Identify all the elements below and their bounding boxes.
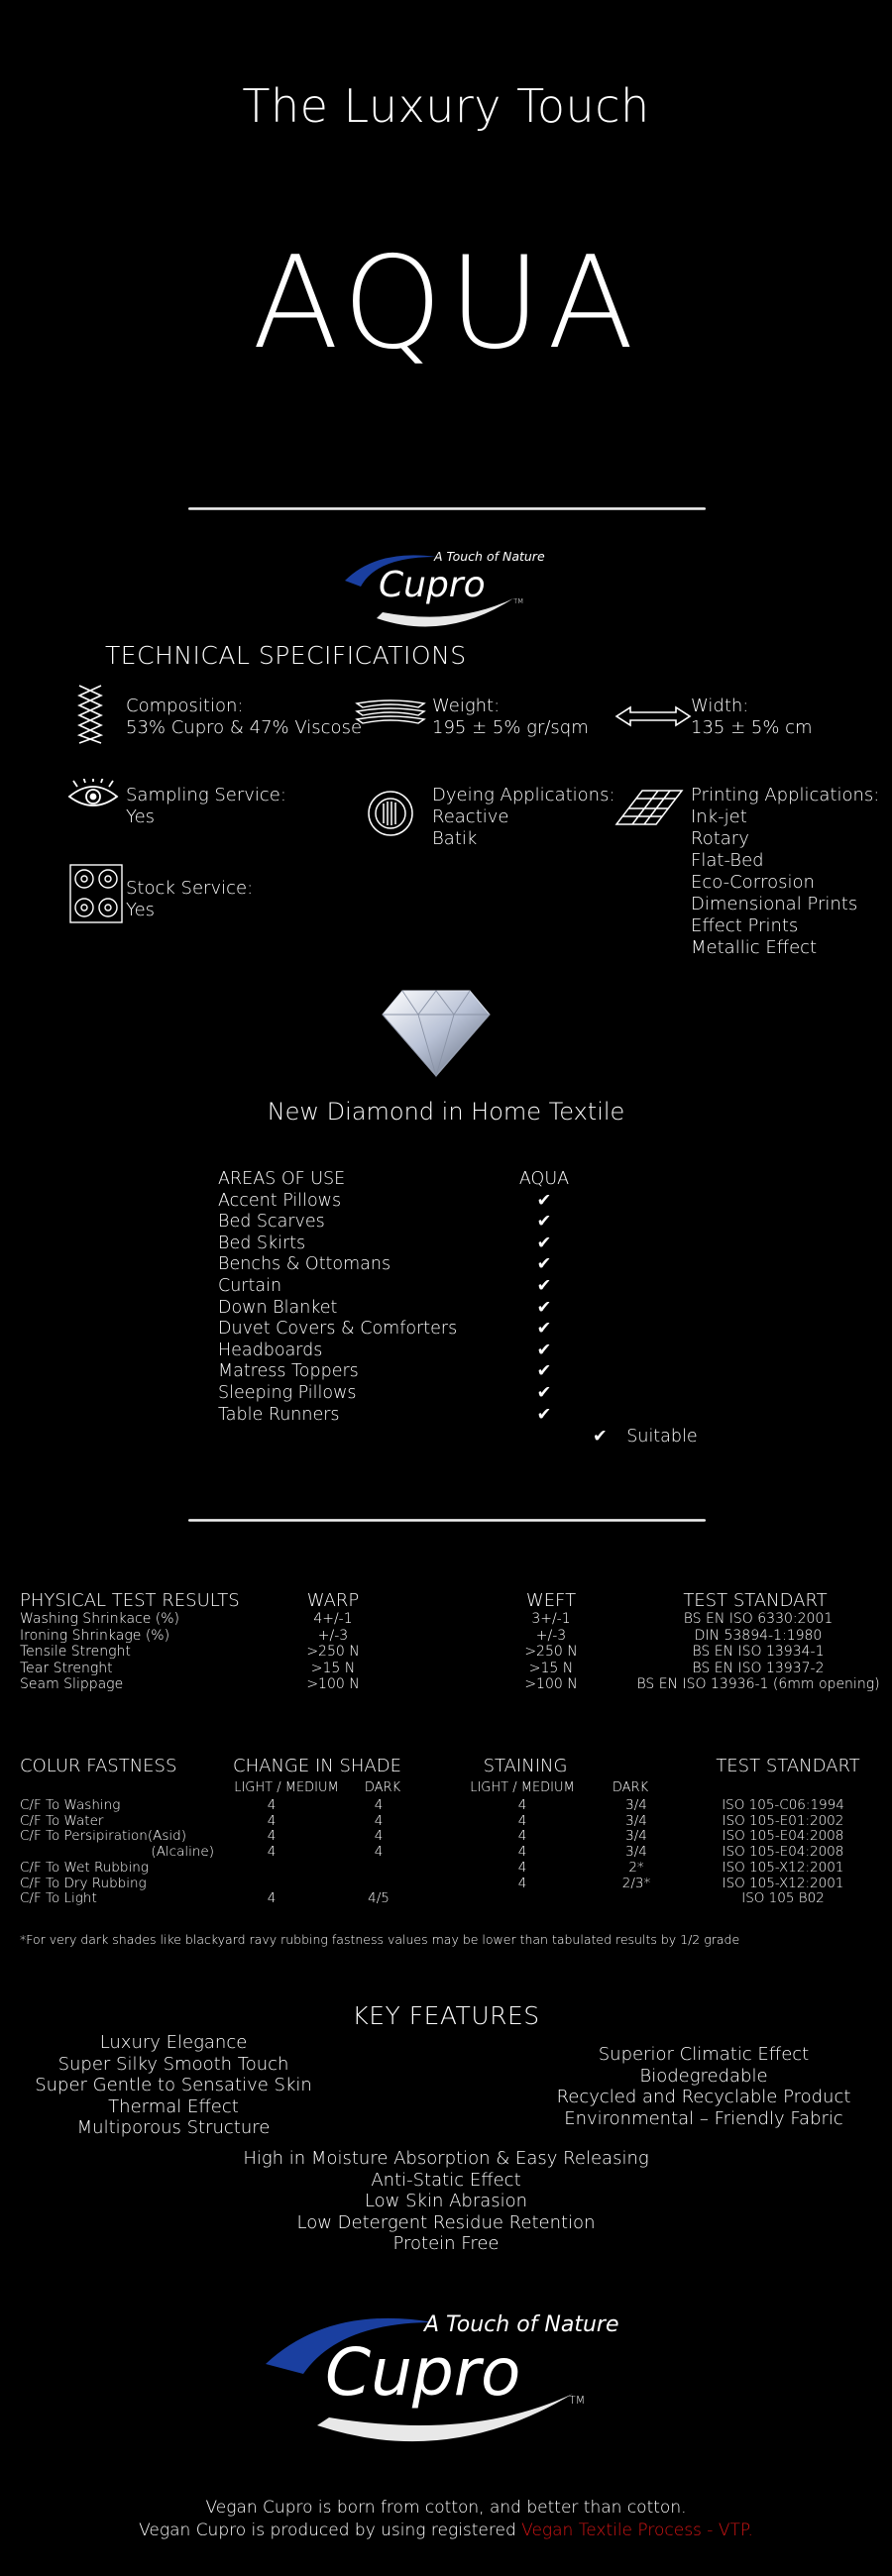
footer-line-2-text: Vegan Cupro is produced by using registered [139,2521,522,2540]
shade-dark-value: 4 [374,1828,384,1845]
vtp-highlight: Vegan Textile Process - VTP. [521,2521,753,2540]
sampling-label: Sampling Service: [126,785,286,805]
feature-item: Environmental – Friendly Fabric [564,2107,843,2129]
area-item: Bed Skirts [218,1233,306,1253]
physical-warp: >100 N [306,1676,360,1692]
colour-std: ISO 105-X12:2001 [722,1875,844,1891]
double-arrow-icon [614,705,692,731]
logo-large-tm: TM [569,2394,586,2407]
physical-row-name: Tear Strenght [20,1660,113,1676]
shade-light-subheader: LIGHT / MEDIUM [234,1780,339,1795]
logo-small-tm: TM [513,597,524,605]
eye-icon [67,779,119,818]
physical-warp: >250 N [306,1644,360,1660]
divider-top [188,507,706,510]
divider-middle [188,1519,706,1522]
colour-row-name: (Alcaline) [151,1844,214,1861]
physical-weft-header: WEFT [525,1590,577,1611]
feature-item: High in Moisture Absorption & Easy Releasing [243,2148,649,2169]
shade-light-value: 4 [267,1812,277,1829]
colour-std: ISO 105-C06:1994 [722,1797,844,1813]
check-icon: ✔ [536,1233,552,1253]
physical-weft: >15 N [528,1660,574,1676]
width-value: 135 ± 5% cm [691,717,813,738]
physical-row-name: Ironing Shrinkage (%) [20,1627,170,1644]
tagline-heading: The Luxury Touch [242,79,650,133]
colour-std: ISO 105-E04:2008 [722,1828,844,1845]
check-icon: ✔ [536,1275,552,1296]
printing-value: Rotary [691,828,749,849]
yarn-twist-icon [69,684,111,749]
colour-row-name: C/F To Light [20,1890,97,1907]
check-icon: ✔ [536,1382,552,1403]
colour-row-name: C/F To Wet Rubbing [20,1859,149,1876]
check-icon: ✔ [536,1340,552,1360]
feature-item: Low Skin Abrasion [364,2191,528,2211]
footer-line-1: Vegan Cupro is born from cotton, and better than cotton. [205,2498,687,2518]
feature-item: Protein Free [392,2233,500,2254]
feature-item: Thermal Effect [108,2095,239,2117]
shade-light-value [252,1861,291,1877]
check-icon: ✔ [536,1361,552,1382]
colour-staining-header: STAINING [483,1756,568,1776]
dyeing-value-2: Batik [432,828,478,849]
area-item: Matress Toppers [218,1361,359,1382]
colour-header: COLUR FASTNESS [20,1756,177,1776]
shade-light-value: 4 [267,1797,277,1813]
shade-dark-value: 4 [374,1797,384,1813]
area-item: Headboards [218,1340,323,1360]
composition-label: Composition: [126,696,244,716]
shade-light-value: 4 [267,1844,277,1861]
physical-warp: 4+/-1 [313,1611,353,1627]
colour-row-name: C/F To Persipiration(Asid) [20,1828,186,1845]
printing-value: Eco-Corrosion [691,872,815,893]
staining-dark-subheader: DARK [612,1780,649,1795]
physical-row-name: Seam Slippage [20,1676,124,1692]
feature-item: Multiporous Structure [76,2117,271,2138]
staining-dark-value: 3/4 [625,1844,647,1861]
staining-light-value: 4 [517,1828,527,1845]
check-icon: ✔ [536,1404,552,1425]
colour-shade-header: CHANGE IN SHADE [233,1756,401,1776]
printing-value: Ink-jet [691,806,747,827]
area-item: Table Runners [218,1404,340,1425]
colour-row-name: C/F To Dry Rubbing [20,1875,147,1891]
area-item: Down Blanket [218,1297,338,1318]
staining-dark-value: 2* [628,1859,644,1876]
area-item: Sleeping Pillows [218,1382,357,1403]
feature-item: Luxury Elegance [99,2032,248,2053]
colour-row-name: C/F To Water [20,1812,104,1829]
staining-dark-value: 3/4 [625,1812,647,1829]
colour-std: ISO 105-X12:2001 [722,1859,844,1876]
staining-light-subheader: LIGHT / MEDIUM [470,1780,575,1795]
colour-std-header: TEST STANDART [716,1756,860,1776]
footer [0,2497,892,2542]
feature-item: Biodegredable [639,2065,768,2087]
physical-std: BS EN ISO 13937-2 [692,1660,825,1676]
feature-item: Low Detergent Residue Retention [296,2211,596,2233]
feature-item: Super Gentle to Sensative Skin [35,2075,312,2095]
shade-light-value: 4 [267,1890,277,1907]
sampling-value: Yes [126,806,156,827]
physical-weft: >250 N [524,1644,578,1660]
dyeing-label: Dyeing Applications: [432,785,615,805]
colour-row-name: C/F To Washing [20,1797,121,1813]
cupro-logo-small [337,543,555,632]
suitable-legend [593,1427,698,1447]
logo-small-tagline: A Touch of Nature [434,549,545,564]
colour-std: ISO 105-E04:2008 [722,1844,844,1861]
colour-std: ISO 105-E01:2002 [722,1812,844,1829]
physical-weft: +/-3 [535,1627,567,1644]
check-icon: ✔ [536,1190,552,1211]
dye-drum-icon [367,790,414,841]
shade-dark-value: 4 [374,1812,384,1829]
check-icon: ✔ [536,1319,552,1340]
area-item: Benchs & Ottomans [218,1254,391,1275]
diamond-caption: New Diamond in Home Textile [267,1098,625,1126]
product-title: AQUA [252,230,640,377]
feature-item: Anti-Static Effect [371,2169,521,2191]
physical-header: PHYSICAL TEST RESULTS [20,1590,240,1611]
weight-label: Weight: [432,696,501,716]
physical-warp-header: WARP [306,1590,360,1611]
features-title: KEY FEATURES [352,2001,540,2030]
fabric-stack-icon [353,698,428,733]
check-icon: ✔ [536,1254,552,1275]
print-grid-icon [614,789,684,830]
logo-large-brand: Cupro [325,2334,521,2411]
printing-value: Metallic Effect [691,937,818,958]
physical-std: DIN 53894-1:1980 [694,1627,823,1644]
dyeing-value-1: Reactive [432,806,509,827]
areas-list [218,1169,457,1426]
physical-row-name: Tensile Strenght [20,1644,131,1660]
composition-value: 53% Cupro & 47% Viscose [126,717,363,738]
staining-light-value: 4 [517,1844,527,1861]
physical-row-name: Washing Shrinkace (%) [20,1611,180,1627]
areas-header: AREAS OF USE [218,1169,346,1189]
physical-warp: +/-3 [317,1627,349,1644]
stock-rolls-icon [69,864,123,927]
printing-value: Dimensional Prints [691,894,858,914]
feature-item: Super Silky Smooth Touch [57,2053,289,2075]
area-item: Curtain [218,1275,282,1296]
shade-dark-value: 4 [374,1844,384,1861]
areas-product-header: AQUA [518,1169,570,1189]
feature-item: Superior Climatic Effect [598,2044,810,2065]
staining-light-value: 4 [517,1875,527,1891]
physical-std: BS EN ISO 13934-1 [692,1644,825,1660]
staining-light-value: 4 [517,1859,527,1876]
logo-small-brand: Cupro [379,565,486,605]
staining-light-value: 4 [517,1797,527,1813]
staining-dark-value: 3/4 [625,1828,647,1845]
printing-value: Flat-Bed [691,850,764,871]
shade-dark-value: 4/5 [368,1890,390,1907]
physical-warp: >15 N [310,1660,356,1676]
staining-light-value [502,1891,542,1907]
physical-std: BS EN ISO 6330:2001 [683,1611,834,1627]
check-icon: ✔ [536,1212,552,1233]
legend-label: Suitable [626,1427,698,1447]
shade-light-value: 4 [267,1828,277,1845]
logo-large-tagline: A Touch of Nature [424,2312,619,2337]
physical-std: BS EN ISO 13936-1 (6mm opening) [636,1676,880,1692]
shade-dark-value [359,1877,398,1892]
feature-item: Recycled and Recyclable Product [556,2087,851,2107]
check-icon: ✔ [536,1297,552,1318]
printing-label: Printing Applications: [691,785,880,805]
physical-std-header: TEST STANDART [683,1590,828,1611]
shade-light-value [252,1877,291,1892]
cupro-logo-large [260,2301,636,2451]
weight-value: 195 ± 5% gr/sqm [432,717,589,738]
diamond-icon [381,987,492,1082]
staining-dark-value: 2/3* [621,1875,651,1891]
area-item: Bed Scarves [218,1212,325,1233]
colour-std: ISO 105 B02 [741,1890,825,1907]
printing-value: Effect Prints [691,915,799,936]
stock-label: Stock Service: [126,878,254,899]
area-item: Duvet Covers & Comforters [218,1319,458,1340]
area-item: Accent Pillows [218,1190,342,1211]
stock-value: Yes [126,900,156,920]
width-label: Width: [691,696,749,716]
shade-dark-value [359,1861,398,1877]
areas-checks [515,1169,573,1426]
staining-dark-value [609,1891,664,1907]
shade-dark-subheader: DARK [364,1780,401,1795]
legend-check-icon: ✔ [593,1427,608,1447]
footer-line-2 [0,2520,892,2542]
physical-weft: 3+/-1 [531,1611,571,1627]
staining-dark-value: 3/4 [625,1797,647,1813]
specs-title: TECHNICAL SPECIFICATIONS [105,641,467,670]
fastness-footnote: *For very dark shades like blackyard ravy rubbing fastness values may be lower than tabulated results by 1/2 grade [20,1932,740,1947]
staining-light-value: 4 [517,1812,527,1829]
physical-weft: >100 N [524,1676,578,1692]
